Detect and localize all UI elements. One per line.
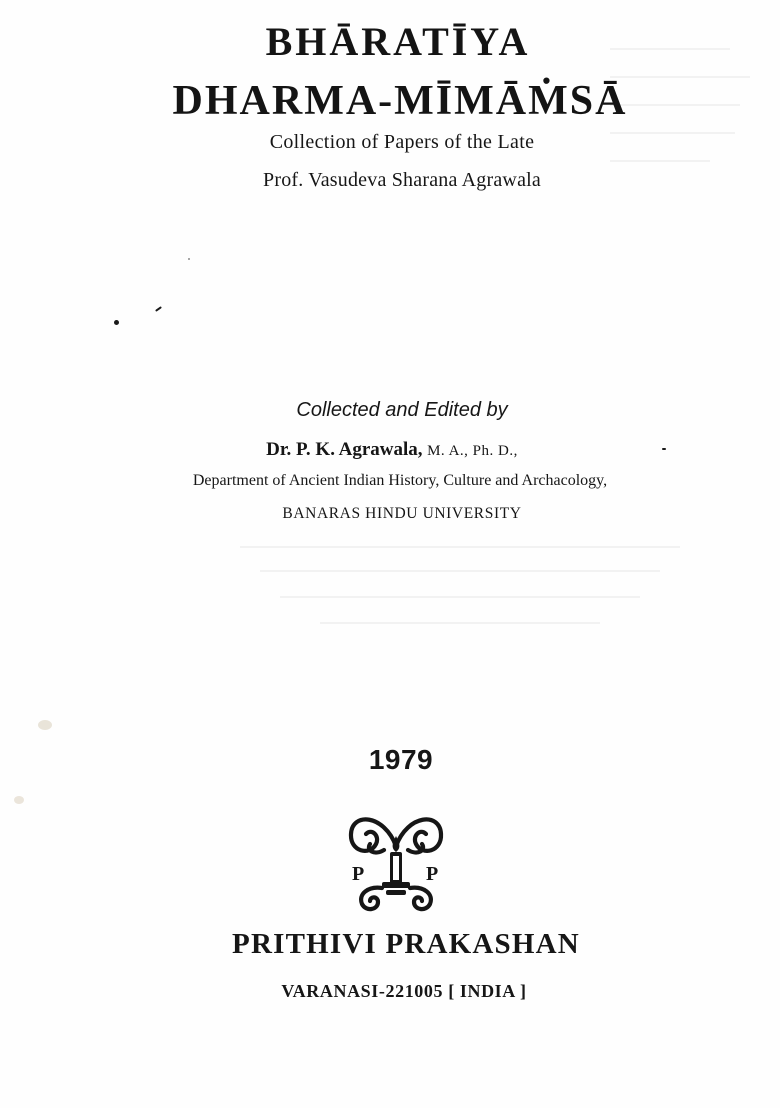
editor-degrees: M. A., Ph. D., — [427, 443, 518, 459]
monogram-letter-left: P — [352, 863, 365, 885]
publication-year: 1979 — [368, 744, 434, 775]
bleed-through-shading — [240, 540, 680, 630]
editor-university: BANARAS HINDU UNIVERSITY — [282, 505, 522, 522]
ink-speck — [662, 448, 666, 450]
collected-edited-label: Collected and Edited by — [296, 399, 508, 421]
ink-speck — [14, 796, 24, 804]
subtitle-line-1: Collection of Papers of the Late — [269, 131, 535, 153]
monogram-letter-right: P — [426, 863, 439, 885]
book-title-line-1: BHĀRATĪYA — [265, 19, 531, 64]
subtitle-line-2: Prof. Vasudeva Sharana Agrawala — [263, 169, 541, 191]
editor-name: Dr. P. K. Agrawala, — [266, 439, 423, 460]
publisher-monogram-icon — [344, 806, 448, 916]
publisher-name: PRITHIVI PRAKASHAN — [232, 928, 580, 960]
ink-speck — [114, 320, 119, 325]
book-title-line-2: DHARMA-MĪMĀṀSĀ — [172, 78, 628, 124]
ink-speck — [188, 258, 190, 260]
ink-speck — [38, 720, 52, 730]
editor-department: Department of Ancient Indian History, Culture and Archacology, — [192, 472, 608, 489]
publisher-place: VARANASI-221005 [ INDIA ] — [281, 981, 527, 1001]
ink-speck — [155, 306, 162, 312]
